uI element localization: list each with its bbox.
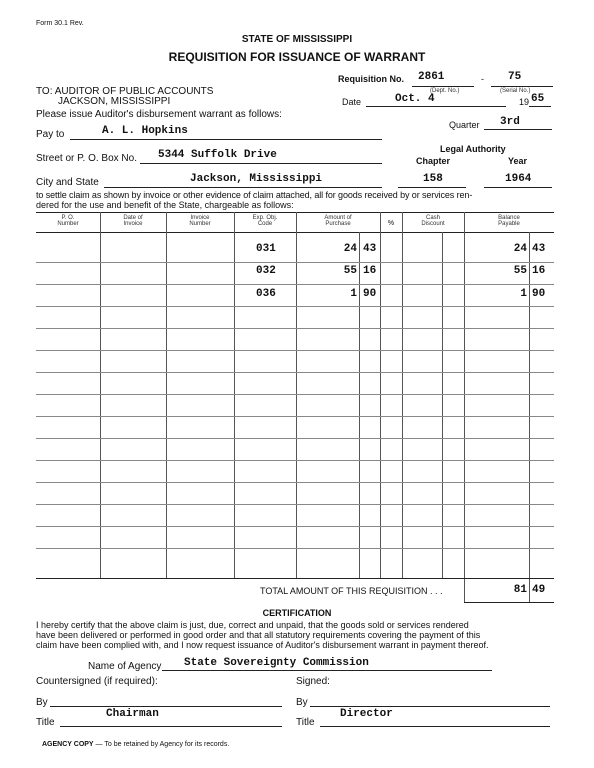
header-date: Date of Invoice [123, 215, 143, 227]
dept-caption: (Dept. No.) [430, 88, 460, 94]
amount-dollars-cell: 55 [343, 265, 357, 277]
exp-code-cell: 031 [256, 243, 276, 255]
amount-cents-cell: 90 [363, 288, 377, 300]
total-dollars: 81 [513, 584, 527, 596]
serial-caption: (Serial No.) [500, 88, 531, 94]
right-by-signature-line [310, 706, 550, 707]
date-value: Oct. 4 [395, 93, 435, 105]
total-label: TOTAL AMOUNT OF THIS REQUISITION . . . [260, 586, 443, 596]
agency-copy-note [42, 741, 229, 748]
date-label: Date [342, 97, 362, 107]
year-prefix: 19 [519, 97, 530, 107]
year-label: Year [508, 156, 528, 166]
left-title-value: Chairman [106, 708, 159, 720]
right-title-value: Director [340, 708, 393, 720]
countersigned-label: Countersigned (if required): [36, 676, 158, 687]
addressee-line1: TO: AUDITOR OF PUBLIC ACCOUNTS [36, 86, 214, 97]
balance-cents-cell: 90 [532, 288, 546, 300]
signed-label: Signed: [296, 676, 330, 687]
total-cents: 49 [532, 584, 546, 596]
exp-code-cell: 036 [256, 288, 276, 300]
legal-authority-heading: Legal Authority [440, 144, 506, 154]
balance-dollars-cell: 55 [513, 265, 527, 277]
legal-year-value: 1964 [505, 173, 532, 185]
header-amount: Amount of Purchase [324, 215, 352, 227]
left-by-label: By [36, 697, 48, 708]
form-number: Form 30.1 Rev. [36, 20, 84, 27]
requisition-label: Requisition No. [338, 74, 404, 84]
agency-copy-text: — To be retained by Agency for its records. [93, 741, 230, 748]
state-heading: STATE OF MISSISSIPPI [241, 34, 353, 45]
header-percent: % [387, 220, 395, 227]
dept-number: 2861 [418, 71, 445, 83]
quarter-value: 3rd [500, 116, 520, 128]
agency-label: Name of Agency [88, 661, 162, 672]
agency-copy-label: AGENCY COPY [42, 741, 94, 748]
certification-line1: I hereby certify that the above claim is just, due, correct and unpaid, that the goods sold or services rendered [36, 620, 469, 630]
chapter-value: 158 [423, 173, 443, 185]
balance-dollars-cell: 1 [520, 288, 527, 300]
header-invoice: Invoice Number [189, 215, 211, 227]
balance-cents-cell: 16 [532, 265, 546, 277]
balance-dollars-cell: 24 [513, 243, 527, 255]
certification-line2: have been delivered or performed in good order and that all statutory requirements covering the payment of this [36, 630, 481, 640]
right-by-label: By [296, 697, 308, 708]
form-title: REQUISITION FOR ISSUANCE OF WARRANT [168, 50, 426, 64]
amount-cents-cell: 16 [363, 265, 377, 277]
instruction-text: Please issue Auditor's disbursement warrant as follows: [36, 109, 282, 120]
settle-text-line1: to settle claim as shown by invoice or other evidence of claim attached, all for goods received by or services ren- [36, 190, 473, 200]
right-title-label: Title [296, 717, 315, 728]
city-label: City and State [36, 177, 99, 188]
header-cash-discount: Cash Discount [421, 215, 445, 227]
header-exp-code: Exp. Obj. Code [252, 215, 278, 227]
pay-to-value: A. L. Hopkins [102, 125, 188, 137]
addressee-line2: JACKSON, MISSISSIPPI [58, 96, 171, 107]
certification-heading: CERTIFICATION [262, 608, 332, 618]
city-value: Jackson, Mississippi [190, 173, 323, 185]
amount-dollars-cell: 1 [350, 288, 357, 300]
amount-dollars-cell: 24 [343, 243, 357, 255]
left-by-signature-line [50, 706, 282, 707]
amount-cents-cell: 43 [363, 243, 377, 255]
exp-code-cell: 032 [256, 265, 276, 277]
chapter-label: Chapter [416, 156, 451, 166]
left-title-label: Title [36, 717, 55, 728]
agency-value: State Sovereignty Commission [184, 657, 369, 669]
requisition-dash: - [481, 74, 484, 84]
certification-line3: claim have been complied with, and I now request issuance of Auditor's disbursement warrant in payment thereof. [36, 640, 489, 650]
pay-to-label: Pay to [36, 129, 65, 140]
serial-number: 75 [508, 71, 522, 83]
street-label: Street or P. O. Box No. [36, 153, 137, 164]
header-po: P. O. Number [57, 215, 79, 227]
street-value: 5344 Suffolk Drive [158, 149, 277, 161]
balance-cents-cell: 43 [532, 243, 546, 255]
year-suffix: 65 [531, 93, 545, 105]
header-balance: Balance Payable [498, 215, 520, 227]
settle-text-line2: dered for the use and benefit of the State, chargeable as follows: [36, 200, 294, 210]
quarter-label: Quarter [449, 120, 480, 130]
